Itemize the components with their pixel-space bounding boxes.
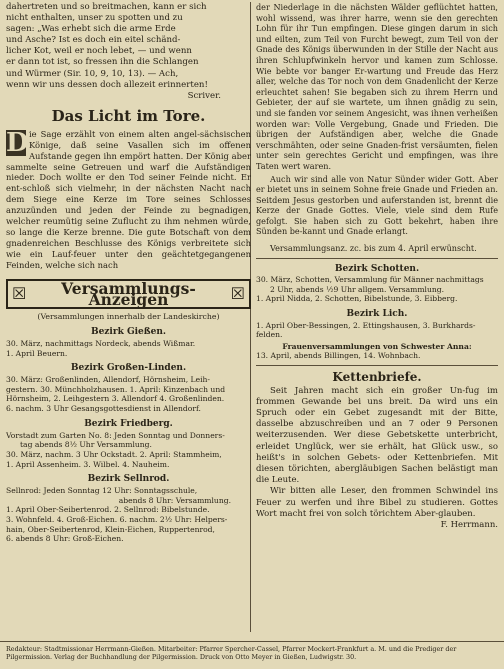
district-line: gestern. 30. Münchholzhausen. 1. April: Kinzenbach und	[6, 384, 226, 394]
article2-text: Wir bitten alle Leser, den frommen Schwindel ins Feuer zu werfen und ihre Bibel zu studieren. Gottes Wort macht frei von solch törichtem Aber-glauben.	[256, 486, 498, 519]
district-line: 1. April Ober-Seibertenrod. 2. Sellnrod: Bibelstunde.	[6, 505, 210, 515]
district-line: 2 Uhr, abends ½9 Uhr allgem. Versammlung.	[270, 284, 445, 294]
district-schotten	[256, 264, 498, 304]
district-line: 1. April Ober-Bessingen, 2. Ettingshausen, 3. Burkhards-	[256, 320, 476, 330]
district-line: 6. nachm. 3 Uhr Gesangsgottesdienst in Allendorf.	[6, 404, 201, 414]
article2-title: Kettenbriefe.	[332, 370, 422, 384]
intro-block	[6, 2, 251, 102]
article-title: Das Licht im Tore.	[51, 106, 206, 125]
ornament-icon: ☒	[12, 283, 27, 303]
text-line: nicht enthalten, unser zu spotten und zu	[6, 13, 183, 24]
district-line: abends 8 Uhr: Versammlung.	[118, 495, 231, 505]
district-line: 30. März, Schotten, Versammlung für Männer nachmittags	[256, 275, 484, 285]
district-line: hain, Ober-Seibertenrod, Klein-Eichen, Ruppertenrod,	[6, 524, 215, 534]
text-line: er dann tot ist, so fressen ihn die Schlangen	[6, 57, 199, 68]
women-meetings-heading: Frauenversammlungen von Schwester Anna:	[282, 341, 472, 351]
text-line: und Asche? Ist es doch ein eitel schänd-	[6, 35, 181, 46]
announcements-banner	[6, 279, 251, 309]
text-line: und Würmer (Sir. 10, 9, 10, 13). — Ach,	[6, 68, 179, 79]
text-line: licher Kot, weil er noch lebet, — und wenn	[6, 46, 192, 57]
article-conclusion: Auch wir sind alle von Natur Sünder wider Gott. Aber er bietet uns in seinem Sohne freie Gnade und Frieden an. Seitdem Jesus gestorben und auferstanden ist, brennt die Kerze der Gnade Gottes. Viele, viele sind dem Rufe gefolgt. Sie haben sich zu Gott bekehrt, haben ihre Sünden be-kannt und Gnade erlangt.	[256, 173, 498, 237]
article2-body-2	[256, 486, 498, 531]
banner-title: Versammlungs-Anzeigen	[61, 278, 196, 309]
district-line: 30. März, nachm. 3 Uhr Ockstadt. 2. April: Stammheim,	[6, 449, 222, 459]
district-heading: Bezirk Friedberg.	[84, 418, 173, 429]
district-line: Vorstadt zum Garten No. 8: Jeden Sonntag und Donners-	[6, 430, 225, 440]
district-grossen-linden	[6, 363, 251, 413]
text-line: wenn wir uns dessen doch allezeit erinnerten!	[6, 79, 208, 90]
district-line: felden.	[256, 330, 283, 340]
district-heading: Bezirk Gießen.	[90, 326, 167, 337]
district-heading: Bezirk Großen-Linden.	[70, 363, 187, 374]
left-column	[6, 2, 251, 544]
district-line: 6. abends 8 Uhr: Groß-Eichen.	[6, 534, 124, 544]
ornament-icon: ☒	[230, 283, 245, 303]
article-text: ie Sage erzählt von einem alten angel-sächsischen Könige, daß seine Vasallen sich im offenen Aufstande gegen ihn empört hatten. Der König aber sammelte seine Getreuen und warf die Aufständigen nieder. Doch wollte er den Tod seiner Feinde nicht. Er ent-schloß sich vielmehr, in der nächsten Nacht nach dem Siege eine Kerze im Tore seines Schlosses anzuzünden und jeden der Feinde zu begnadigen, welcher reumütig seine Zuflucht zu ihm nehmen würde, so lange die Kerze brenne. Die gute Botschaft von dem gnadenreichen Beschlusse des Königs verbreitete sich wie ein Lauf-feuer unter den geächtetgegangenen Feinden, welche sich nach	[6, 128, 251, 270]
article2-body: Seit Jahren macht sich ein großer Un-fug im frommen Gewande bei uns breit. Da wird uns ein Spruch oder ein Gebet zugesandt mit der Bitte, dasselbe abzuschreiben und an 7 oder 9 Personen weiterzusenden. Wer diese Gebetskette unterbricht, erleidet Unglück, wer sie erhält, hat Glück usw., so heißt's in solchen Gebets- oder Kettenbriefen. Mit diesen törichten, abergläubigen Sachen belästigt man die Leute.	[256, 385, 498, 486]
right-column	[256, 2, 498, 531]
district-line: 30. März: Großenlinden, Allendorf, Hörnsheim, Leih-	[6, 375, 210, 385]
district-lich	[256, 309, 498, 361]
deadline-notice: Versammlungsanz. zc. bis zum 4. April erwünscht.	[270, 243, 477, 254]
text-line: sagen: „Was erhebt sich die arme Erde	[6, 24, 176, 35]
intro-author: Scriver.	[187, 90, 221, 101]
district-line: 1. April Nidda, 2. Schotten, Bibelstunde, 3. Eibberg.	[256, 294, 458, 304]
district-sellnrod	[6, 474, 251, 544]
district-friedberg	[6, 419, 251, 469]
drop-cap: D	[6, 127, 29, 158]
divider	[256, 258, 498, 259]
district-line: Hörnsheim, 2. Leihgestern 3. Allendorf 4. Großenlinden.	[6, 394, 225, 404]
district-line: 1. April Beuern.	[6, 348, 68, 358]
district-line: 1. April Assenheim. 3. Wilbel. 4. Nauheim.	[6, 459, 170, 469]
district-line: tag abends 8½ Uhr Versammlung.	[20, 440, 152, 450]
text-line: dahertreten und so breitmachen, kann er sich	[6, 2, 207, 12]
district-heading: Bezirk Sellnrod.	[87, 474, 170, 485]
district-line: 13. April, abends Billingen, 14. Wohnbach.	[256, 351, 421, 361]
district-giessen	[6, 327, 251, 358]
article-body	[6, 129, 251, 271]
article2-author: F. Herrmann.	[440, 520, 498, 531]
divider	[256, 365, 498, 366]
district-heading: Bezirk Schotten.	[334, 263, 420, 274]
footer-rule	[0, 641, 504, 642]
district-line: 3. Wohnfeld. 4. Groß-Eichen. 6. nachm. 2½ Uhr: Helpers-	[6, 515, 228, 524]
imprint-footer: Redakteur: Stadtmissionar Herrmann-Gießen. Mitarbeiter: Pfarrer Spercher-Cassel, Pfarrer Mockert-Frankfurt a. M. und die Prediger der Pilgermission. Verlag der Buchhandlung der Pilgermission. Druck von Otto Meyer in Gießen, Ludwigstr. 30.	[6, 645, 457, 662]
article-continuation: der Niederlage in die nächsten Wälder geflüchtet hatten, wohl wissend, was ihrer harre, wenn sie den gerechten Lohn für ihr Tun empfingen. Diese gingen darum in sich und eilten, zum Teil von Furcht bewegt, zum Teil von der Gnade des Königs überwunden in der Stille der Nacht aus ihren Schlupfwinkeln hervor und kamen zum Schlosse. Wie bebte vor banger Er-wartung und Freude das Herz aller, welche das Tor noch von dem Gnadenlicht der Kerze erleuchtet sahen! Sie begaben sich zu ihrem Herrn und Gebieter, der auf sie wartete, um ihnen gnädig zu sein, und sie fanden vor seinem Angesicht, was ihnen verheißen worden war: Volle Vergebung, Gnade und Frieden. Die übrigen der Aufständigen aber, welche die Gnade verschmähten, oder seine Gnaden-frist versäumten, fielen unter sein gerechtes Gericht und empfingen, was ihre Taten wert waren.	[256, 2, 498, 171]
banner-subtitle: (Versammlungen innerhalb der Landeskirche)	[37, 311, 220, 321]
district-line: 30. März, nachmittags Nordeck, abends Wißmar.	[6, 339, 196, 348]
district-heading: Bezirk Lich.	[346, 309, 408, 320]
district-line: Sellnrod: Jeden Sonntag 12 Uhr: Sonntagsschule,	[6, 486, 198, 496]
